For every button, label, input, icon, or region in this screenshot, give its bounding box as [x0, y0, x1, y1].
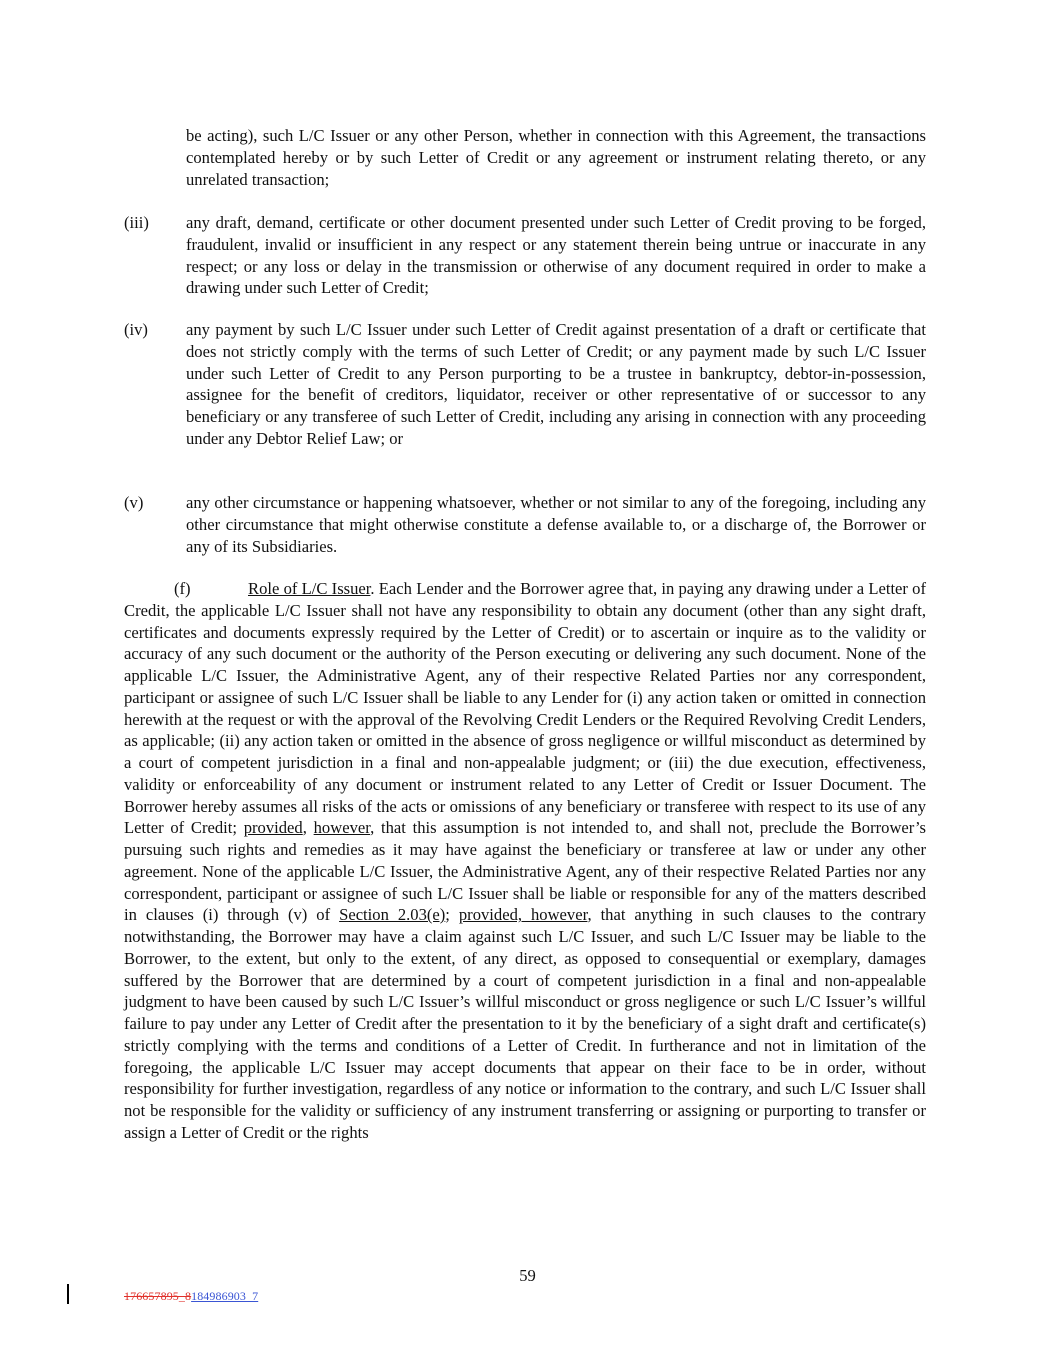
- clause-v: [124, 492, 926, 557]
- document-id-inserted: 184986903_7: [191, 1289, 259, 1303]
- provided-term-1: provided: [243, 818, 303, 838]
- semicolon: ;: [445, 905, 459, 925]
- clause-iv-number: (iv): [124, 320, 148, 339]
- provided-however-term-2: provided, however: [458, 905, 588, 925]
- section-reference: Section 2.03(e): [339, 905, 446, 925]
- clause-v-number: (v): [124, 493, 144, 512]
- section-f-text-3: , that anything in such clauses to the contrary notwithstanding, the Borrower may have a claim against such L/C Issuer, and such L/C Issuer may be liable to the Borrower, to the extent, but only to the extent, of any direct, as opposed to consequential or exemplary, damages suffered by the Borrower that are determined by a court of competent jurisdiction in a final and non-appealable judgment to have been caused by such L/C Issuer’s willful misconduct or gross negligence or such L/C Issuer’s willful failure to pay under any Letter of Credit after the presentation to it by the beneficiary of a sight draft and certificate(s) strictly complying with the terms and conditions of a Letter of Credit. In furtherance and not in limitation of the foregoing, the applicable L/C Issuer may accept documents that appear on their face to be in order, without responsibility for further investigation, regardless of any notice or information to the contrary, and such L/C Issuer shall not be responsible for the validity or sufficiency of any instrument transferring or assigning or purporting to transfer or assign a Letter of Credit or the rights: [124, 905, 926, 1142]
- revision-change-bar: [67, 1284, 69, 1304]
- continuation-paragraph: [186, 125, 926, 190]
- clause-iv: [124, 319, 926, 450]
- page-number: 59: [519, 1266, 536, 1285]
- document-id-deleted: 176657895_8: [124, 1289, 192, 1303]
- however-term-1: however: [313, 818, 371, 838]
- clause-iv-text: any payment by such L/C Issuer under such Letter of Credit against presentation of a draft or certificate that does not strictly comply with the terms of such Letter of Credit; or any payment made by such L/C Issuer under such Letter of Credit to any Person purporting to be a trustee in bankruptcy, debtor-in-possession, assignee for the benefit of creditors, liquidator, receiver or other representative of or successor to any beneficiary or any transferee of such Letter of Credit, including any arising in connection with any proceeding under any Debtor Relief Law; or: [186, 320, 926, 448]
- section-f-heading: Role of L/C Issuer: [248, 579, 371, 598]
- clause-iii-text: any draft, demand, certificate or other document presented under such Letter of Credit proving to be forged, fraudulent, invalid or insufficient in any respect or any statement therein being untrue or inaccurate in any respect; or any loss or delay in the transmission or otherwise of any document required in order to make a drawing under such Letter of Credit;: [186, 213, 926, 298]
- document-id: [124, 1289, 258, 1304]
- clause-v-text: any other circumstance or happening whatsoever, whether or not similar to any of the foregoing, including any other circumstance that might otherwise constitute a defense available to, or a discharge of, the Borrower or any of its Subsidiaries.: [186, 493, 926, 556]
- comma-1: ,: [302, 818, 314, 838]
- section-f-lead: [124, 578, 248, 600]
- clause-iii: [124, 212, 926, 299]
- clause-iii-number: (iii): [124, 213, 149, 232]
- section-f: [124, 578, 926, 1144]
- continuation-text: be acting), such L/C Issuer or any other Person, whether in connection with this Agreement, the transactions contemplated hereby or by such Letter of Credit or any agreement or instrument relating thereto, or any unrelated transaction;: [186, 126, 926, 189]
- clause-iv-lead: [62, 319, 186, 341]
- section-f-number: (f): [174, 579, 191, 598]
- clause-iii-lead: [62, 212, 186, 234]
- clause-v-lead: [62, 492, 186, 514]
- section-f-text-2: , that this assumption is not intended to, and shall not, preclude the Borrower’s pursuing such rights and remedies as it may have against the beneficiary or transferee at law or under any other agreement. None of the applicable L/C Issuer, the Administrative Agent, any of their respective Related Parties nor any correspondent, participant or assignee of such L/C Issuer shall be liable or responsible for any of the matters described in clauses (i) through (v) of: [124, 818, 927, 925]
- section-f-text-1: . Each Lender and the Borrower agree that, in paying any drawing under a Letter of Credit, the applicable L/C Issuer shall not have any responsibility to obtain any document (other than any sight draft, certificates and documents expressly required by the Letter of Credit) or to ascertain or inquire as to the validity or accuracy of any such document or the authority of the Person executing or delivering any such document. None of the applicable L/C Issuer, the Administrative Agent, any of their respective Related Parties nor any correspondent, participant or assignee of such L/C Issuer shall be liable to any Lender for (i) any action taken or omitted in connection herewith at the request or with the approval of the Revolving Credit Lenders or the Required Revolving Credit Lenders, as applicable; (ii) any action taken or omitted in the absence of gross negligence or willful misconduct as determined by a court of competent jurisdiction in a final and non-appealable judgment; or (iii) the due execution, effectiveness, validity or enforceability of any document or instrument related to any Letter of Credit or Issuer Document. The Borrower hereby assumes all risks of the acts or omissions of any beneficiary or transferee with respect to its use of any Letter of Credit;: [124, 579, 926, 838]
